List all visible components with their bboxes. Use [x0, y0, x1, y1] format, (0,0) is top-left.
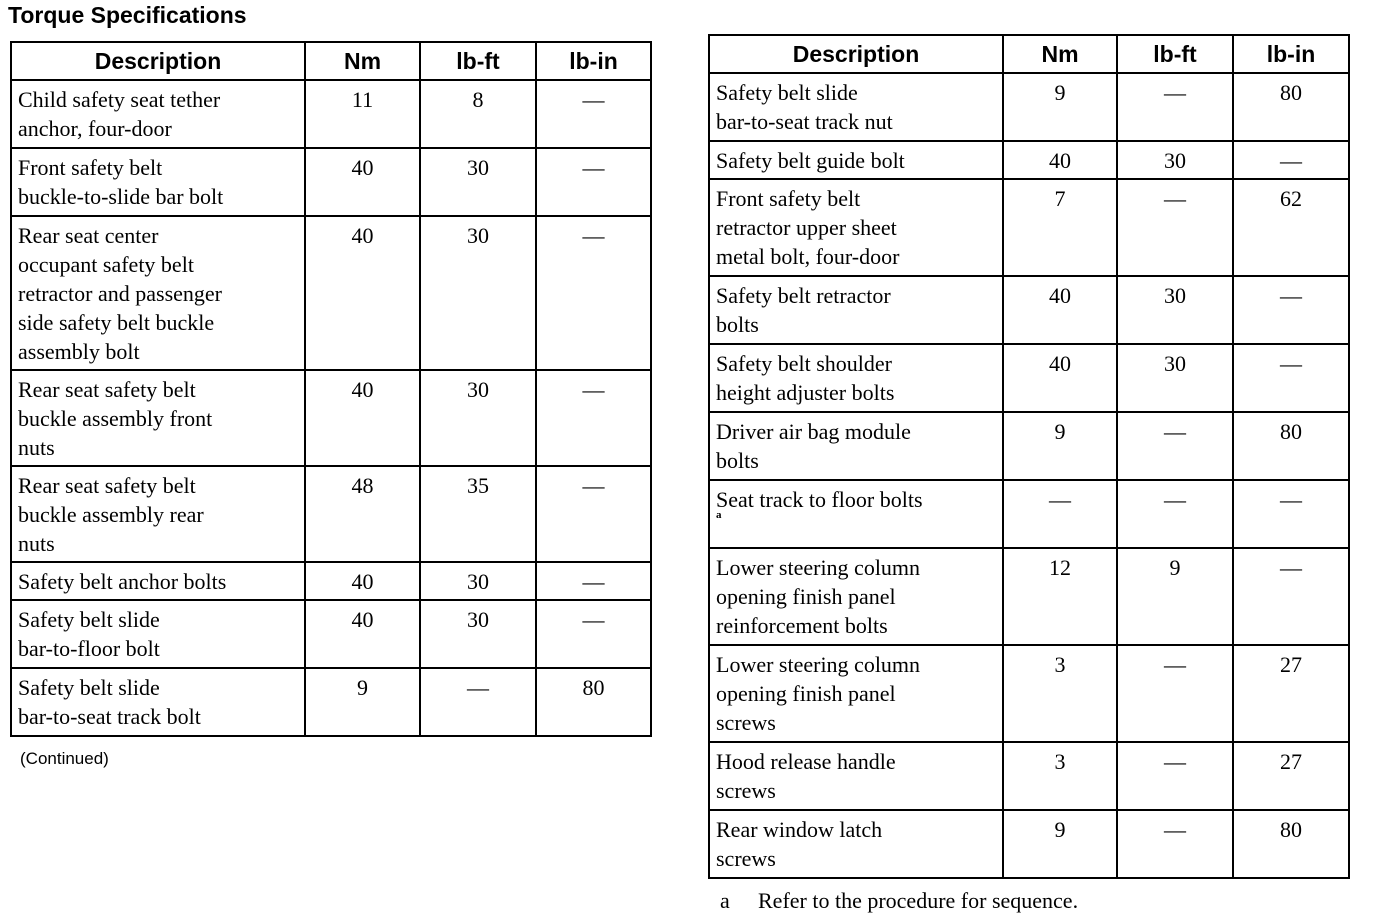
lb-in-cell: —	[536, 370, 651, 466]
lb-in-cell: 80	[536, 668, 651, 736]
table-row	[11, 370, 651, 466]
description-cell: Rear seat safety belt buckle assembly front nuts	[11, 370, 305, 466]
description-cell: Safety belt shoulder height adjuster bolts	[709, 344, 1003, 412]
nm-cell: 9	[1003, 412, 1117, 480]
lb-ft-cell: —	[1117, 645, 1233, 742]
column-header-lb-ft: lb-ft	[1117, 35, 1233, 73]
lb-ft-cell: 30	[420, 148, 536, 216]
description-cell: Child safety seat tether anchor, four-door	[11, 80, 305, 148]
lb-ft-cell: —	[1117, 810, 1233, 878]
nm-cell: 40	[305, 216, 420, 370]
footnote-text: Refer to the procedure for sequence.	[758, 888, 1079, 913]
lb-in-cell: 80	[1233, 412, 1349, 480]
page-title: Torque Specifications	[8, 2, 247, 28]
lb-ft-cell: —	[1117, 179, 1233, 276]
description-cell: Rear seat center occupant safety belt retractor and passenger side safety belt buckle assembly bolt	[11, 216, 305, 370]
lb-in-cell: —	[536, 80, 651, 148]
nm-cell: 9	[305, 668, 420, 736]
table-row	[709, 179, 1349, 276]
column-header-lb-in: lb-in	[1233, 35, 1349, 73]
lb-ft-cell: 30	[420, 562, 536, 600]
lb-ft-cell: 35	[420, 466, 536, 562]
nm-cell: 9	[1003, 810, 1117, 878]
description-cell: Safety belt retractor bolts	[709, 276, 1003, 344]
nm-cell: 40	[305, 148, 420, 216]
footnote	[720, 888, 1078, 914]
nm-cell: 3	[1003, 645, 1117, 742]
nm-cell: 40	[1003, 344, 1117, 412]
lb-ft-cell: —	[420, 668, 536, 736]
column-header-description: Description	[709, 35, 1003, 73]
lb-in-cell: —	[536, 148, 651, 216]
lb-in-cell: —	[1233, 344, 1349, 412]
description-cell: Safety belt anchor bolts	[11, 562, 305, 600]
table-header-row	[11, 42, 651, 80]
lb-in-cell: —	[1233, 548, 1349, 645]
table-row	[709, 645, 1349, 742]
nm-cell: —	[1003, 480, 1117, 548]
lb-ft-cell: 9	[1117, 548, 1233, 645]
footnote-mark: a	[720, 888, 730, 913]
nm-cell: 40	[305, 600, 420, 668]
nm-cell: 40	[1003, 141, 1117, 179]
description-cell: Hood release handle screws	[709, 742, 1003, 810]
nm-cell: 3	[1003, 742, 1117, 810]
table-row	[709, 810, 1349, 878]
column-header-description: Description	[11, 42, 305, 80]
lb-ft-cell: 30	[420, 600, 536, 668]
lb-in-cell: —	[1233, 276, 1349, 344]
column-header-lb-ft: lb-ft	[420, 42, 536, 80]
lb-in-cell: —	[536, 216, 651, 370]
lb-ft-cell: 30	[420, 370, 536, 466]
description-cell	[709, 480, 1003, 548]
lb-in-cell: 80	[1233, 73, 1349, 141]
nm-cell: 11	[305, 80, 420, 148]
table-row	[709, 344, 1349, 412]
table-row	[709, 73, 1349, 141]
table-row	[709, 480, 1349, 548]
lb-in-cell: —	[536, 466, 651, 562]
lb-in-cell: —	[536, 562, 651, 600]
table-row	[11, 216, 651, 370]
nm-cell: 12	[1003, 548, 1117, 645]
description-cell: Safety belt slide bar-to-seat track nut	[709, 73, 1003, 141]
table-row	[709, 548, 1349, 645]
nm-cell: 40	[305, 370, 420, 466]
table-row	[709, 141, 1349, 179]
torque-table-right	[708, 34, 1350, 879]
column-header-nm: Nm	[305, 42, 420, 80]
description-cell: Rear window latch screws	[709, 810, 1003, 878]
description-cell: Front safety belt retractor upper sheet metal bolt, four-door	[709, 179, 1003, 276]
lb-ft-cell: 30	[1117, 276, 1233, 344]
nm-cell: 9	[1003, 73, 1117, 141]
nm-cell: 40	[305, 562, 420, 600]
description-cell: Safety belt slide bar-to-seat track bolt	[11, 668, 305, 736]
torque-table-left	[10, 41, 652, 737]
lb-in-cell: —	[1233, 480, 1349, 548]
lb-ft-cell: 30	[420, 216, 536, 370]
lb-ft-cell: —	[1117, 73, 1233, 141]
table-row	[11, 668, 651, 736]
nm-cell: 7	[1003, 179, 1117, 276]
lb-in-cell: 27	[1233, 742, 1349, 810]
lb-ft-cell: 30	[1117, 344, 1233, 412]
table-row	[709, 412, 1349, 480]
description-cell: Rear seat safety belt buckle assembly rear nuts	[11, 466, 305, 562]
continued-note: (Continued)	[20, 749, 109, 768]
description-cell: Safety belt slide bar-to-floor bolt	[11, 600, 305, 668]
description-cell: Driver air bag module bolts	[709, 412, 1003, 480]
table-row	[11, 562, 651, 600]
table-row	[11, 466, 651, 562]
description-cell: Safety belt guide bolt	[709, 141, 1003, 179]
table-row	[709, 276, 1349, 344]
table-row	[11, 148, 651, 216]
table-row	[11, 80, 651, 148]
description-text: Seat track to floor bolts	[716, 487, 923, 512]
table-row	[709, 742, 1349, 810]
description-cell: Lower steering column opening finish panel reinforcement bolts	[709, 548, 1003, 645]
table-row	[11, 600, 651, 668]
lb-in-cell: —	[536, 600, 651, 668]
footnote-marker: a	[716, 509, 722, 521]
description-cell: Front safety belt buckle-to-slide bar bolt	[11, 148, 305, 216]
nm-cell: 48	[305, 466, 420, 562]
description-cell: Lower steering column opening finish panel screws	[709, 645, 1003, 742]
lb-ft-cell: 8	[420, 80, 536, 148]
lb-in-cell: —	[1233, 141, 1349, 179]
lb-in-cell: 80	[1233, 810, 1349, 878]
lb-ft-cell: —	[1117, 412, 1233, 480]
lb-ft-cell: —	[1117, 480, 1233, 548]
nm-cell: 40	[1003, 276, 1117, 344]
lb-in-cell: 27	[1233, 645, 1349, 742]
lb-ft-cell: 30	[1117, 141, 1233, 179]
lb-in-cell: 62	[1233, 179, 1349, 276]
table-header-row	[709, 35, 1349, 73]
column-header-lb-in: lb-in	[536, 42, 651, 80]
lb-ft-cell: —	[1117, 742, 1233, 810]
column-header-nm: Nm	[1003, 35, 1117, 73]
